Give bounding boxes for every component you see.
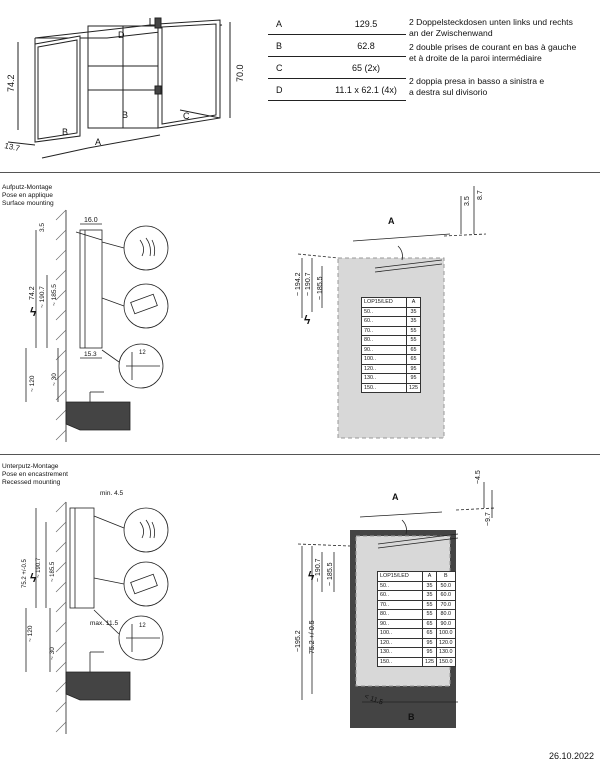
lop-table-surface (361, 297, 421, 393)
lop-cell: 55 (407, 336, 421, 346)
dim-recessed-max: max. 11.5 (90, 620, 119, 627)
table-row (362, 298, 421, 308)
dim-recessed-12: 12 (139, 623, 146, 629)
spec-value: 129.5 (326, 13, 406, 35)
surface-label-en: Surface mounting (2, 200, 54, 207)
dim-recessed-b: B (408, 712, 415, 722)
lop-header-name: LOP15/LED (362, 298, 407, 308)
dim-recessed-75-2: 75.2 +/-0.5 (22, 559, 28, 588)
spec-table (268, 13, 406, 101)
lop-cell: 70.. (378, 600, 423, 610)
lop-cell: 130.. (362, 374, 407, 384)
recessed-section-drawing (0, 482, 200, 752)
lop-cell: 150.. (378, 657, 423, 667)
spec-value: 62.8 (326, 35, 406, 57)
dim-recessed-r-11-5: < 11.5 (363, 693, 384, 707)
lop-cell: 100.0 (437, 629, 456, 639)
recessed-label-de: Unterputz-Montage (2, 463, 59, 470)
table-row (362, 317, 421, 327)
table-row (362, 336, 421, 346)
dim-recessed-r-190-7: ~ 190.7 (315, 558, 322, 582)
dim-surface-30: ~ 30 (51, 373, 58, 386)
lop-cell: 150.0 (437, 657, 456, 667)
dim-surface-15-3: 15.3 (84, 351, 97, 358)
table-row (378, 648, 456, 658)
dim-recessed-120: ~ 120 (27, 625, 34, 642)
lop-cell: 80.. (362, 336, 407, 346)
spec-value: 65 (2x) (326, 57, 406, 79)
dim-surface-r-185-5: ~ 185.5 (317, 276, 324, 300)
note-fr: 2 double prises de courant en bas à gauche et à droite de la paroi intermédiaire (409, 42, 577, 63)
lop-cell: 130.. (378, 648, 423, 658)
lop-cell: 70.0 (437, 600, 456, 610)
dim-surface-a: A (388, 216, 395, 226)
dim-recessed-185-5: ~ 185.5 (50, 561, 56, 582)
lop-cell: 50.. (362, 307, 407, 317)
table-row (268, 79, 406, 101)
dim-surface-r-190-7: ~ 190.7 (305, 272, 312, 296)
recessed-label-en: Recessed mounting (2, 479, 61, 486)
lop-cell: 80.. (378, 610, 423, 620)
lop-cell: 95 (423, 648, 437, 658)
lop-cell: 35 (423, 591, 437, 601)
table-row (378, 591, 456, 601)
note-de: 2 Doppelsteckdosen unten links und rechts an der Zwischenwand (409, 17, 573, 38)
dim-surface-r-8-7: 8.7 (477, 190, 484, 200)
lop-cell: 35 (407, 317, 421, 327)
document-date: 26.10.2022 (548, 751, 594, 761)
table-row (268, 57, 406, 79)
lop-cell: 100.. (378, 629, 423, 639)
table-row (362, 345, 421, 355)
lop-cell: 35 (407, 307, 421, 317)
table-row (378, 629, 456, 639)
spec-key: C (268, 57, 326, 79)
lop-cell: 50.. (378, 581, 423, 591)
table-row (378, 572, 456, 582)
table-row (362, 364, 421, 374)
table-row (378, 619, 456, 629)
lop-header-b: B (437, 572, 456, 582)
dim-a-label: A (95, 137, 102, 147)
lop-cell: 90.. (362, 345, 407, 355)
lop-header-a: A (407, 298, 421, 308)
table-row (362, 307, 421, 317)
lop-cell: 120.. (362, 364, 407, 374)
recessed-label-fr: Pose en encastrement (2, 471, 68, 478)
table-row (378, 638, 456, 648)
table-row (378, 610, 456, 620)
table-row (268, 13, 406, 35)
section-divider (0, 172, 600, 173)
dim-recessed-min: min. 4.5 (100, 490, 124, 497)
lop-cell: 150.. (362, 383, 407, 393)
dim-depth-label: 13.7 (3, 141, 21, 154)
dim-surface-74-2: 74.2 (29, 286, 36, 300)
dim-recessed-r-75-2: 75.2 +/-0.5 (309, 620, 316, 654)
lop-cell: 35 (423, 581, 437, 591)
lop-cell: 65 (407, 345, 421, 355)
lop-cell: 60.. (378, 591, 423, 601)
spec-key: A (268, 13, 326, 35)
lop-cell: 125 (407, 383, 421, 393)
lop-cell: 90.0 (437, 619, 456, 629)
dim-c-label: C (183, 111, 190, 121)
dim-surface-190-7: ~ 190.7 (39, 286, 46, 308)
dim-recessed-190-7: ~ 190.7 (36, 557, 42, 578)
cabinet-drawing (0, 0, 262, 170)
section-divider (0, 454, 600, 455)
lop-cell: 65 (423, 619, 437, 629)
lop-cell: 50.0 (437, 581, 456, 591)
lop-cell: 80.0 (437, 610, 456, 620)
lop-cell: 120.0 (437, 638, 456, 648)
lop-cell: 120.. (378, 638, 423, 648)
table-row (362, 355, 421, 365)
dim-surface-3-5: 3.5 (39, 222, 46, 232)
lop-cell: 55 (407, 326, 421, 336)
spec-value: 11.1 x 62.1 (4x) (326, 79, 406, 101)
lop-header-a: A (423, 572, 437, 582)
dim-recessed-r-185-5: ~ 185.5 (327, 562, 334, 586)
dim-recessed-30: ~ 30 (49, 647, 56, 660)
dim-b-label: B (62, 127, 69, 137)
dim-recessed-r-4-5: ~4.5 (475, 470, 482, 484)
lop-cell: 100.. (362, 355, 407, 365)
lop-cell: 95 (407, 364, 421, 374)
note-it: 2 doppia presa in basso a sinistra e a destra sul divisorio (409, 76, 545, 97)
lop-cell: 95 (407, 374, 421, 384)
dim-surface-12: 12 (139, 350, 146, 356)
dim-surface-r-194-2: ~ 194.2 (295, 272, 302, 296)
dim-surface-185-5: ~ 185.5 (51, 284, 58, 306)
table-row (362, 326, 421, 336)
lop-cell: 60.. (362, 317, 407, 327)
dim-surface-r-3-5: 3.5 (464, 196, 471, 206)
surface-label-de: Aufputz-Montage (2, 184, 53, 191)
surface-label-fr: Pose en applique (2, 192, 53, 199)
lop-cell: 70.. (362, 326, 407, 336)
lop-table-recessed (377, 571, 456, 667)
lop-cell: 65 (407, 355, 421, 365)
spec-key: B (268, 35, 326, 57)
surface-section-drawing (0, 180, 200, 450)
table-row (362, 383, 421, 393)
lop-cell: 95 (423, 638, 437, 648)
lop-cell: 65 (423, 629, 437, 639)
dim-b2-label: B (122, 110, 129, 120)
table-row (378, 600, 456, 610)
power-symbol-icon: ϟ (308, 569, 315, 583)
table-row (362, 374, 421, 384)
lop-cell: 130.0 (437, 648, 456, 658)
lop-cell: 60.0 (437, 591, 456, 601)
dim-surface-16: 16.0 (84, 217, 98, 224)
power-symbol-icon: ϟ (304, 313, 311, 327)
lop-header-name: LOP15/LED (378, 572, 423, 582)
dim-surface-120: ~ 120 (29, 375, 36, 392)
dim-height-label: 74.2 (6, 74, 16, 92)
table-row (378, 581, 456, 591)
table-row (268, 35, 406, 57)
lop-cell: 90.. (378, 619, 423, 629)
dim-recessed-a: A (392, 492, 399, 502)
dim-recessed-r-9-7: ~9.7 (485, 512, 492, 526)
lop-cell: 55 (423, 610, 437, 620)
lop-cell: 55 (423, 600, 437, 610)
dim-d-label: D (118, 30, 125, 40)
power-symbol-icon: ϟ (30, 571, 37, 585)
table-row (378, 657, 456, 667)
spec-key: D (268, 79, 326, 101)
power-symbol-icon: ϟ (30, 305, 37, 319)
dim-recessed-r-195-2: ~195.2 (295, 630, 302, 652)
lop-cell: 125 (423, 657, 437, 667)
dim-inner-height-label: 70.0 (235, 64, 245, 82)
